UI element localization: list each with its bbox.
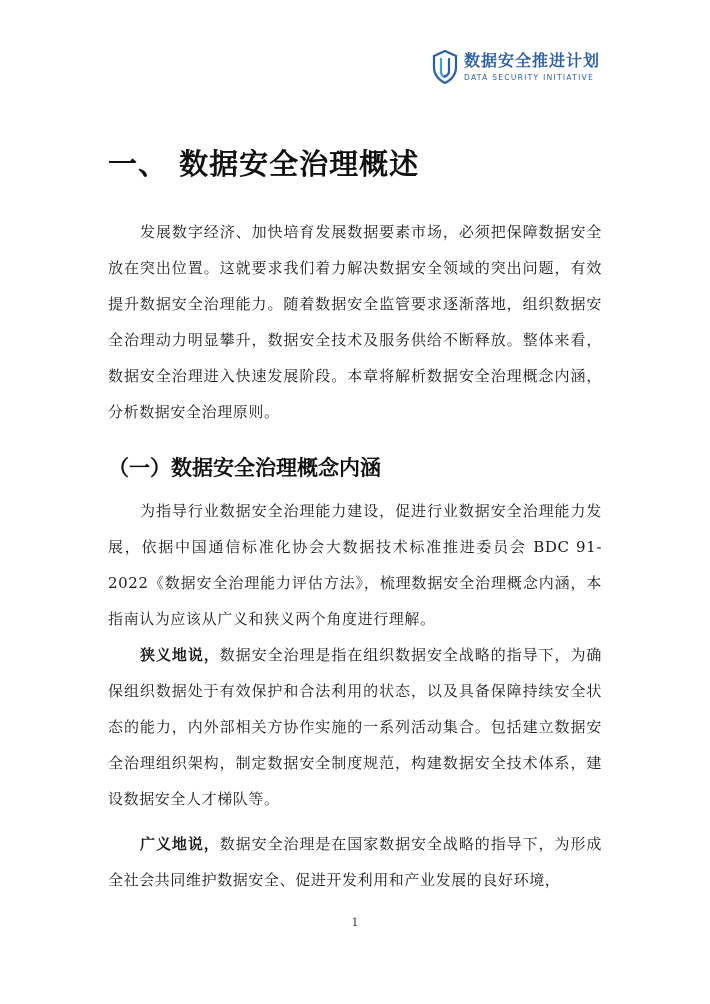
page-number: 1 [351, 916, 359, 929]
concept-paragraph: 为指导行业数据安全治理能力建设，促进行业数据安全治理能力发展，依据中国通信标准化协会大数据技术标准推进委员会 BDC 91-2022《数据安全治理能力评估方法》，梳理数据安全治理概念内涵，本指南认为应该从广义和狭义两个角度进行理解。 [108, 502, 602, 628]
shield-logo-icon [432, 50, 458, 84]
broad-definition-paragraph [108, 826, 602, 898]
narrow-definition-lead: 狭义地说， [140, 646, 220, 664]
narrow-definition-paragraph [108, 637, 602, 817]
section-title: 一、 数据安全治理概述 [108, 147, 420, 181]
logo-title-cn: 数据安全推进计划 [464, 50, 601, 70]
broad-definition-text: 数据安全治理是在国家数据安全战略的指导下，为形成全社会共同维护数据安全、促进开发利用和产业发展的良好环境， [108, 835, 602, 889]
subsection-title: （一）数据安全治理概念内涵 [108, 456, 381, 480]
narrow-definition-text: 数据安全治理是指在组织数据安全战略的指导下，为确保组织数据处于有效保护和合法利用的状态，以及具备保障持续安全状态的能力，内外部相关方协作实施的一系列活动集合。包括建立数据安全治理组织架构，制定数据安全制度规范，构建数据安全技术体系，建设数据安全人才梯队等。 [108, 646, 602, 808]
logo-title-en: DATA SECURITY INITIATIVE [464, 72, 595, 82]
header-logo [432, 50, 600, 84]
broad-definition-lead: 广义地说， [140, 835, 220, 853]
intro-paragraph: 发展数字经济、加快培育发展数据要素市场，必须把保障数据安全放在突出位置。这就要求我们着力解决数据安全领域的突出问题，有效提升数据安全治理能力。随着数据安全监管要求逐渐落地，组织数据安全治理动力明显攀升，数据安全技术及服务供给不断释放。整体来看，数据安全治理进入快速发展阶段。本章将解析数据安全治理概念内涵，分析数据安全治理原则。 [108, 223, 602, 421]
